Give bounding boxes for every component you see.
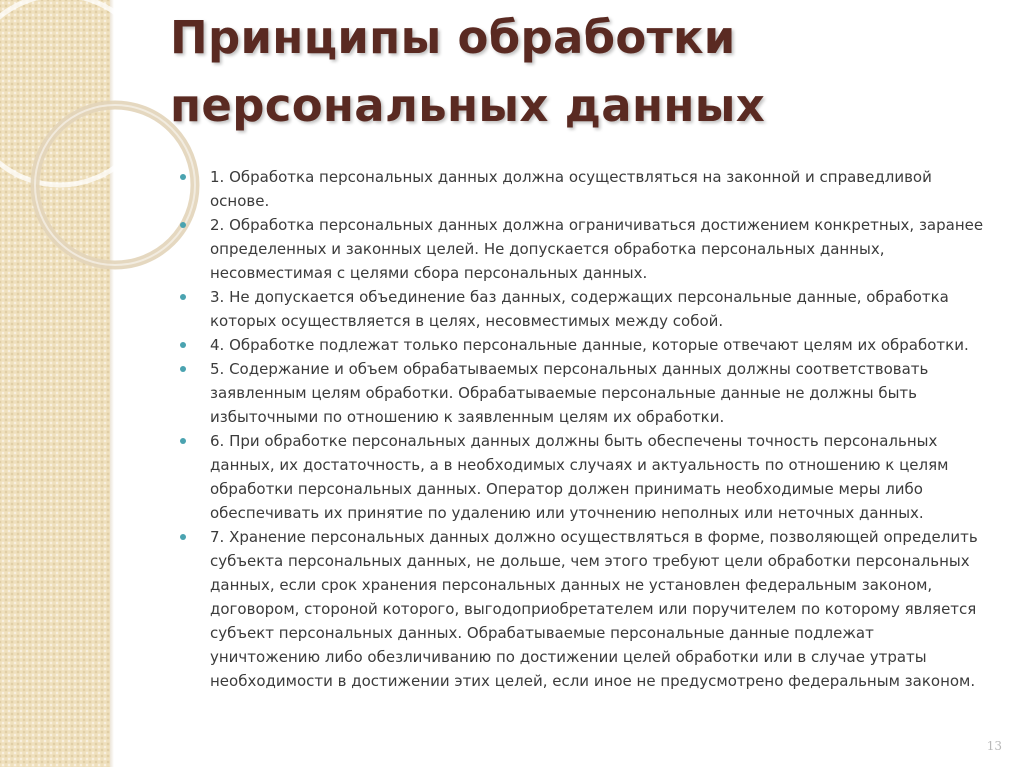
bullet-dot-icon — [180, 438, 186, 444]
list-item-text: 7. Хранение персональных данных должно осуществляться в форме, позволяющей определить субъекта персональных данных, не дольше, чем этого требуют цели обработки персональных данных, если срок хранения персональных данных не установлен федеральным законом, договором, стороной которого, выгодоприобретателем или поручителем по которому является субъект персональных данных. Обрабатываемые персональные данные подлежат уничтожению либо обезличиванию по достижении целей обработки или в случае утраты необходимости в достижении этих целей, если иное не предусмотрено федеральным законом. — [210, 528, 978, 690]
list-item-4 — [178, 333, 988, 357]
list-item-3 — [178, 285, 988, 333]
bullet-dot-icon — [180, 222, 186, 228]
list-item-2 — [178, 213, 988, 285]
list-item-text: 1. Обработка персональных данных должна осуществляться на законной и справедливой основе. — [210, 168, 932, 210]
list-item-text: 3. Не допускается объединение баз данных, содержащих персональные данные, обработка которых осуществляется в целях, несовместимых между собой. — [210, 288, 949, 330]
list-item-text: 5. Содержание и объем обрабатываемых персональных данных должны соответствовать заявленным целям обработки. Обрабатываемые персональные данные не должны быть избыточными по отношению к заявленным целям их обработки. — [210, 360, 929, 426]
list-item-text: 6. При обработке персональных данных должны быть обеспечены точность персональных данных, их достаточность, а в необходимых случаях и актуальность по отношению к целям обработки персональных данных. Оператор должен принимать необходимые меры либо обеспечивать их принятие по удалению или уточнению неполных или неточных данных. — [210, 432, 949, 522]
slide-title — [170, 4, 990, 140]
title-line-2: персональных данных — [170, 79, 766, 132]
list-item-1 — [178, 165, 988, 213]
upper-ring — [0, 0, 155, 185]
title-line-1: Принципы обработки — [170, 11, 736, 64]
list-item-7 — [178, 525, 988, 693]
list-item-text: 2. Обработка персональных данных должна ограничиваться достижением конкретных, заранее определенных и законных целей. Не допускается обработка персональных данных, несовместимая с целями сбора персональных данных. — [210, 216, 984, 282]
bullet-dot-icon — [180, 294, 186, 300]
bullet-dot-icon — [180, 342, 186, 348]
bullet-dot-icon — [180, 174, 186, 180]
slide-content — [178, 165, 988, 693]
list-item-text: 4. Обработке подлежат только персональные данные, которые отвечают целям их обработки. — [210, 336, 969, 354]
bullet-dot-icon — [180, 366, 186, 372]
list-item-6 — [178, 429, 988, 525]
page-number: 13 — [986, 739, 1002, 753]
principles-list — [178, 165, 988, 693]
bullet-dot-icon — [180, 534, 186, 540]
list-item-5 — [178, 357, 988, 429]
